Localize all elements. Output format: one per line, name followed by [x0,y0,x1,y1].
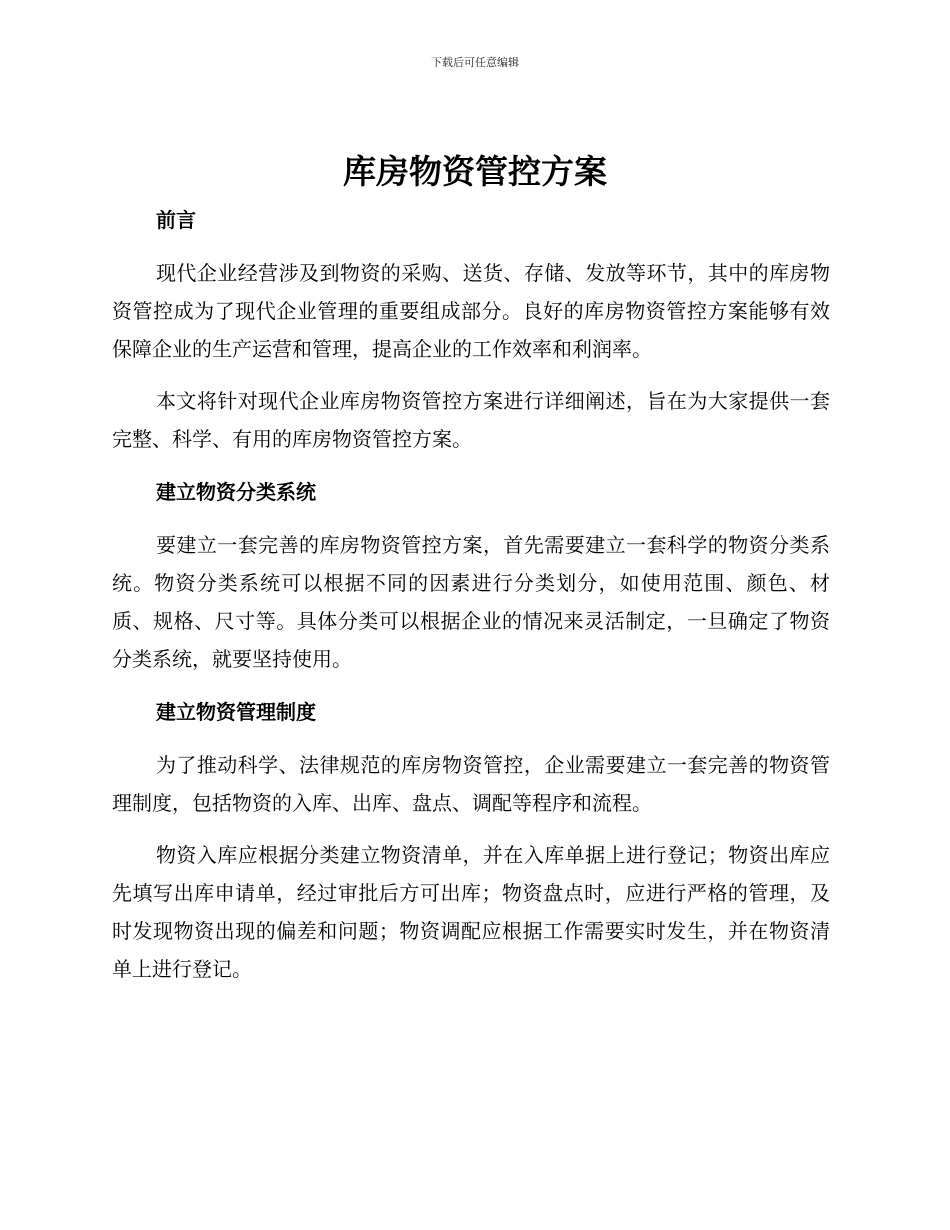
document-title: 库房物资管控方案 [343,152,607,191]
section-heading-management: 建立物资管理制度 [156,700,316,724]
paragraph: 本文将针对现代企业库房物资管控方案进行详细阐述，旨在为大家提供一套完整、科学、有用的库房物资管控方案。 [112,389,830,451]
document-body [112,200,830,988]
paragraph: 为了推动科学、法律规范的库房物资管控，企业需要建立一套完善的物资管理制度，包括物资的入库、出库、盘点、调配等程序和流程。 [112,753,830,815]
paragraph: 要建立一套完善的库房物资管控方案，首先需要建立一套科学的物资分类系统。物资分类系统可以根据不同的因素进行分类划分，如使用范围、颜色、材质、规格、尺寸等。具体分类可以根据企业的情况来灵活制定，一旦确定了物资分类系统，就要坚持使用。 [112,533,830,671]
section-heading-preface: 前言 [156,208,196,232]
header-note: 下载后可任意编辑 [431,56,519,69]
paragraph: 现代企业经营涉及到物资的采购、送货、存储、发放等环节，其中的库房物资管控成为了现代企业管理的重要组成部分。良好的库房物资管控方案能够有效保障企业的生产运营和管理，提高企业的工作效率和利润率。 [112,261,830,361]
section-heading-classification: 建立物资分类系统 [156,480,316,504]
paragraph: 物资入库应根据分类建立物资清单，并在入库单据上进行登记；物资出库应先填写出库申请单，经过审批后方可出库；物资盘点时，应进行严格的管理，及时发现物资出现的偏差和问题；物资调配应根据工作需要实时发生，并在物资清单上进行登记。 [112,843,830,981]
